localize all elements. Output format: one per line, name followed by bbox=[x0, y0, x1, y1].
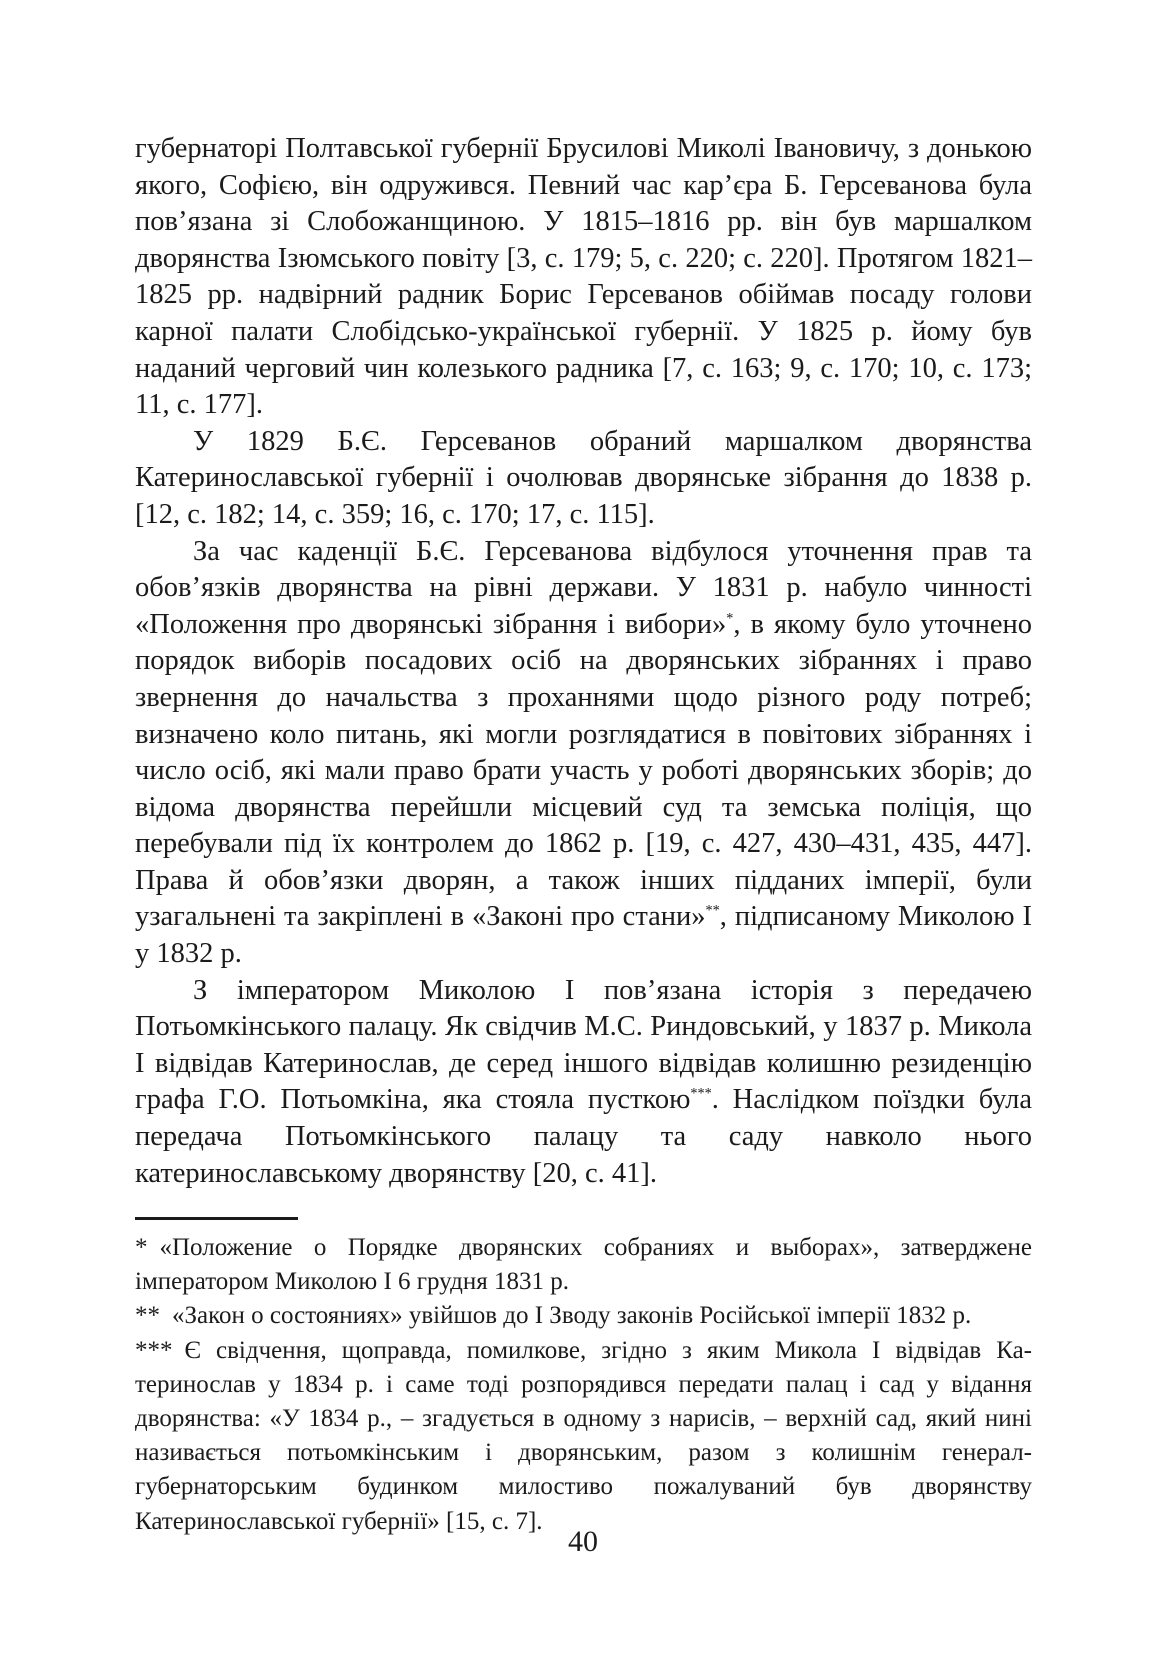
footnote-1-mark: * bbox=[135, 1234, 148, 1261]
paragraph-3-part-3: , підписаному Миколою І у 1832 р. bbox=[135, 901, 1032, 970]
footnote-3-mark: *** bbox=[135, 1336, 173, 1364]
footnote-3-text: Є свідчення, щоправда, помилкове, згідно з яким Микола І відвідав Катеринослав у 1834 р. і саме тоді розпорядився передати палац і сад у відання дворянства: «У 1834 р., – згадується в одному з нарисів, – верхній сад, який нині називається потьомкінським і дворянським, разом з колишнім генерал-губернаторським будинком милостиво пожалуваний був дворянству Катеринославської губернії» [15, с. 7]. bbox=[135, 1336, 1032, 1535]
footnote-ref-3: *** bbox=[690, 1085, 712, 1102]
footnote-2-mark: ** bbox=[135, 1302, 160, 1330]
paragraph-3 bbox=[135, 534, 1032, 973]
paragraph-3-part-1: За час каденції Б.Є. Герсеванова відбулося уточнення прав та обов’язків дворянства на рівні держави. У 1831 р. набуло чинності «Положення про дворянські зібрання і вибори» bbox=[135, 535, 1032, 640]
paragraph-1: губернаторі Полтавської губернії Брусилові Миколі Івановичу, з донькою якого, Софією, він одружився. Певний час кар’єра Б. Герсеванова була пов’язана зі Слобожанщиною. У 1815–1816 рр. він був маршалком дворянства Ізюмського повіту [3, с. 179; 5, с. 220; с. 220]. Протягом 1821–1825 рр. надвірний радник Борис Герсеванов обіймав посаду голови карної палати Слобідсько-української губернії. У 1825 р. йому був наданий черговий чин колезького радника [7, с. 163; 9, с. 170; 10, с. 173; 11, с. 177]. bbox=[135, 133, 1032, 421]
paragraph-4 bbox=[135, 973, 1032, 1193]
footnote-1 bbox=[135, 1231, 1032, 1299]
main-text bbox=[135, 131, 1032, 1192]
footnote-1-text: «Положение о Порядке дворянских собраниях и выборах», затверджене імператором Миколою І 6 грудня 1831 р. bbox=[135, 1234, 1032, 1296]
footnote-3 bbox=[135, 1334, 1032, 1539]
footnote-2-text: «Закон о состояниях» увійшов до І Зводу законів Російської імперії 1832 р. bbox=[172, 1302, 972, 1330]
paragraph-2: У 1829 Б.Є. Герсеванов обраний маршалком дворянства Катеринославської губернії і очолював дворянське зібрання до 1838 р. [12, с. 182; 14, с. 359; 16, с. 170; 17, с. 115]. bbox=[135, 425, 1032, 530]
paragraph-4-part-1: З імператором Миколою І пов’язана історія з передачею Потьомкінського палацу. Як свідчив М.С. Риндовський, у 1837 р. Микола І відвідав Катеринослав, де серед іншого відвідав колишню резиденцію графа Г.О. Потьомкіна, яка стояла пусткою bbox=[135, 974, 1032, 1116]
footnote-ref-1: * bbox=[726, 610, 734, 627]
footnote-2 bbox=[135, 1299, 1032, 1333]
page-number: 40 bbox=[568, 1525, 598, 1558]
paragraph-4-part-2: . Наслідком поїздки була передача Потьомкінського палацу та саду навколо нього катеринославському дворянству [20, с. 41]. bbox=[135, 1084, 1032, 1189]
footnotes bbox=[135, 1231, 1032, 1539]
footnote-ref-2: ** bbox=[705, 902, 720, 919]
footnote-separator bbox=[135, 1217, 298, 1220]
paragraph-3-part-2: , в якому було уточнено порядок виборів посадових осіб на дворянських зібраннях і право звернення до начальства з проханнями щодо різного роду потреб; визначено коло питань, які могли розглядатися в повітових зібраннях і число осіб, які мали право брати участь у роботі дворянських зборів; до відома дворянства перейшли місцевий суд та земська поліція, що перебували під їх контролем до 1862 р. [19, с. 427, 430–431, 435, 447]. Права й обов’язки дворян, а також інших підданих імперії, були узагальнені та закріплені в «Законі про стани» bbox=[135, 608, 1032, 933]
